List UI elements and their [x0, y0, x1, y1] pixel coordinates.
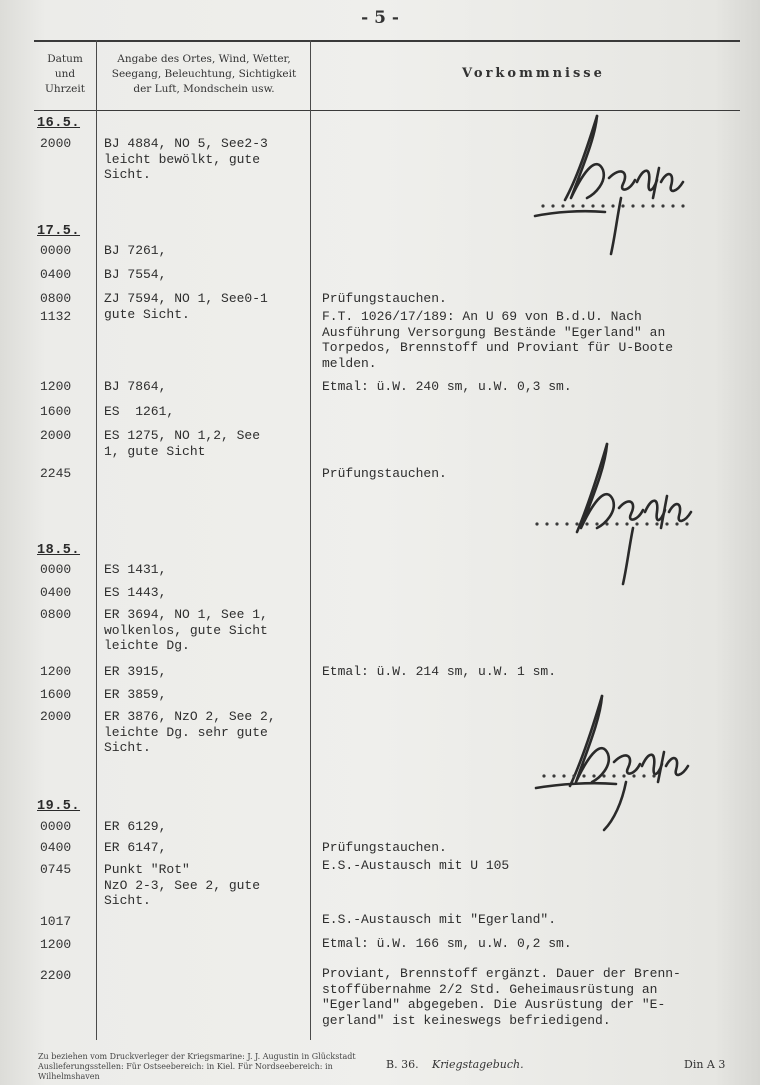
entry-time: 0400	[40, 840, 72, 855]
entry-event: E.S.-Austausch mit U 105	[322, 858, 510, 873]
entry-event: Prüfungstauchen.	[322, 291, 447, 306]
entry-event: Prüfungstauchen.	[322, 840, 447, 855]
entry-location: ER 3694, NO 1, See 1, wolkenlos, gute Sicht leichte Dg.	[104, 607, 268, 653]
date-label: 16.5.	[37, 116, 81, 131]
form-number: B. 36.	[386, 1058, 419, 1071]
entry-time: 0400	[40, 585, 72, 600]
entry-time: 1200	[40, 664, 72, 679]
entry-time: 0000	[40, 243, 72, 258]
header-date-time: Datum und Uhrzeit	[45, 53, 85, 95]
entry-location: ES 1275, NO 1,2, See 1, gute Sicht	[104, 428, 261, 459]
entry-event: Prüfungstauchen.	[322, 466, 447, 481]
entry-time: 0745	[40, 862, 72, 877]
entry-location: ER 3915,	[104, 664, 167, 679]
entry-location: BJ 7864,	[104, 379, 167, 394]
entry-event: E.S.-Austausch mit "Egerland".	[322, 912, 557, 927]
header-events: Vorkommnisse	[462, 66, 605, 81]
footer-publisher-note: Zu beziehen vom Druckverleger der Kriegsmarine: J. J. Augustin in Glückstadt Auslieferungsstellen: Für Ostseebereich: in Kiel. Für Nordseebereich: in Wilhelmshaven	[38, 1052, 356, 1081]
entry-event: Proviant, Brennstoff ergänzt. Dauer der Brenn- stoffübernahme 2/2 Std. Geheimausrüstung an "Egerland" abgegeben. Die Ausrüstung der "E- gerland" ist keineswegs befriedigend.	[322, 966, 681, 1028]
entry-time: 2200	[40, 968, 72, 983]
entry-event: Etmal: ü.W. 240 sm, u.W. 0,3 sm.	[322, 379, 572, 394]
entry-time: 1600	[40, 404, 72, 419]
entry-location: Punkt "Rot" NzO 2-3, See 2, gute Sicht.	[104, 862, 261, 908]
entry-time: 0000	[40, 819, 72, 834]
entry-location: ER 6129,	[104, 819, 167, 834]
entry-time: 1017	[40, 914, 72, 929]
date-label: 19.5.	[37, 799, 81, 814]
table-top-rule	[34, 40, 740, 42]
entry-location: ES 1443,	[104, 585, 167, 600]
handwritten-signature	[525, 108, 695, 258]
entry-location: ES 1261,	[104, 404, 175, 419]
entry-location: ER 6147,	[104, 840, 167, 855]
entry-location: BJ 7261,	[104, 243, 167, 258]
date-label: 18.5.	[37, 543, 81, 558]
entry-time: 0000	[40, 562, 72, 577]
entry-time: 1600	[40, 687, 72, 702]
handwritten-signature	[530, 690, 700, 840]
entry-event: F.T. 1026/17/189: An U 69 von B.d.U. Nach Ausführung Versorgung Bestände "Egerland" an Torpedos, Brennstoff und Proviant für U-Boote melden.	[322, 309, 674, 371]
entry-time: 2000	[40, 428, 72, 443]
column-divider-2	[310, 40, 311, 1040]
handwritten-signature	[525, 438, 695, 588]
entry-time: 2000	[40, 136, 72, 151]
entry-time: 1132	[40, 309, 72, 324]
header-location: Angabe des Ortes, Wind, Wetter, Seegang, Beleuchtung, Sichtigkeit der Luft, Mondschein usw.	[111, 53, 297, 95]
date-label: 17.5.	[37, 224, 81, 239]
entry-time: 1200	[40, 379, 72, 394]
paper-format: Din A 3	[684, 1058, 726, 1071]
form-name: Kriegstagebuch.	[432, 1058, 524, 1071]
entry-time: 0800	[40, 291, 72, 306]
entry-location: ER 3876, NzO 2, See 2, leichte Dg. sehr gute Sicht.	[104, 709, 276, 755]
entry-location: BJ 7554,	[104, 267, 167, 282]
entry-time: 2000	[40, 709, 72, 724]
entry-time: 1200	[40, 937, 72, 952]
entry-time: 0400	[40, 267, 72, 282]
entry-time: 2245	[40, 466, 72, 481]
column-divider-1	[96, 40, 97, 1040]
page-number: - 5 -	[361, 8, 399, 28]
entry-time: 0800	[40, 607, 72, 622]
entry-event: Etmal: ü.W. 214 sm, u.W. 1 sm.	[322, 664, 557, 679]
entry-location: ZJ 7594, NO 1, See0-1 gute Sicht.	[104, 291, 268, 322]
entry-event: Etmal: ü.W. 166 sm, u.W. 0,2 sm.	[322, 936, 572, 951]
entry-location: ES 1431,	[104, 562, 167, 577]
entry-location: BJ 4884, NO 5, See2-3 leicht bewölkt, gute Sicht.	[104, 136, 268, 182]
entry-location: ER 3859,	[104, 687, 167, 702]
